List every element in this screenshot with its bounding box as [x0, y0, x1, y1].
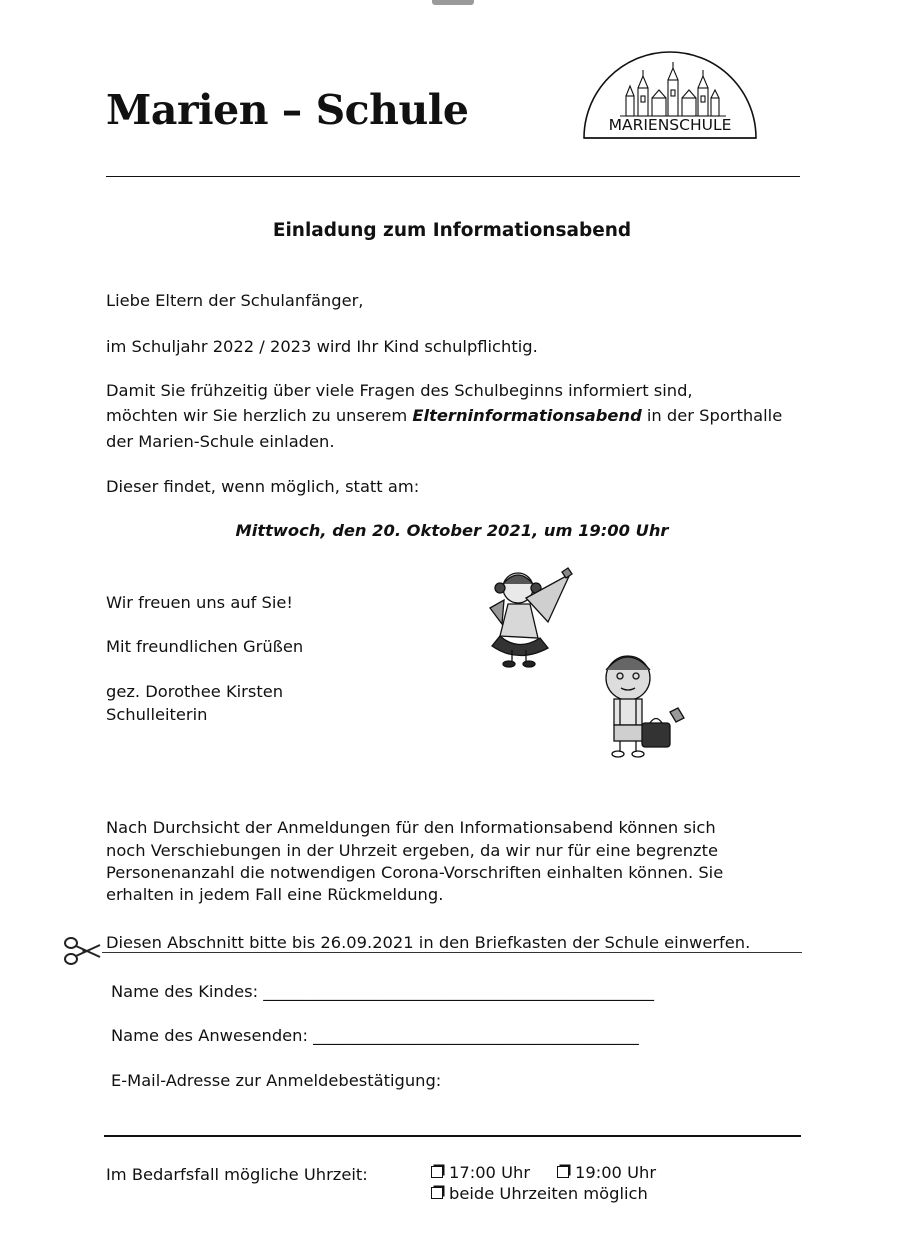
- child-name-field[interactable]: Name des Kindes: ________________________________________________: [111, 982, 654, 1001]
- checkbox-icon[interactable]: [557, 1166, 569, 1178]
- event-date: Mittwoch, den 20. Oktober 2021, um 19:00 Uhr: [235, 521, 669, 540]
- school-title: Marien – Schule: [106, 86, 469, 134]
- page-tab: [432, 0, 474, 5]
- letter-heading: Einladung zum Informationsabend: [272, 220, 632, 241]
- paragraph-line-1: Damit Sie frühzeitig über viele Fragen des Schulbeginns informiert sind,: [106, 381, 693, 400]
- paragraph-line-2: möchten wir Sie herzlich zu unserem Elterninformationsabend in der Sporthalle: [106, 406, 783, 425]
- greeting: Liebe Eltern der Schulanfänger,: [106, 291, 364, 310]
- signature-name: gez. Dorothee Kirsten: [106, 682, 284, 701]
- closing-line-2: Mit freundlichen Grüßen: [106, 637, 304, 656]
- notice-line-2: noch Verschiebungen in der Uhrzeit ergeben, da wir nur für eine begrenzte: [106, 841, 719, 860]
- school-logo: [580, 48, 760, 142]
- cut-instruction: Diesen Abschnitt bitte bis 26.09.2021 in den Briefkasten der Schule einwerfen.: [106, 933, 751, 952]
- date-intro: Dieser findet, wenn möglich, statt am:: [106, 477, 420, 496]
- checkbox-icon[interactable]: [431, 1187, 443, 1199]
- notice-line-4: erhalten in jedem Fall eine Rückmeldung.: [106, 885, 444, 904]
- closing-line-1: Wir freuen uns auf Sie!: [106, 593, 293, 612]
- option-1900[interactable]: 19:00 Uhr: [557, 1162, 656, 1184]
- checkbox-icon[interactable]: [431, 1166, 443, 1178]
- paragraph-line-3: der Marien-Schule einladen.: [106, 432, 335, 451]
- option-both[interactable]: beide Uhrzeiten möglich: [431, 1183, 648, 1205]
- event-name: Elterninformationsabend: [412, 406, 642, 425]
- signature-role: Schulleiterin: [106, 705, 208, 724]
- time-label: Im Bedarfsfall mögliche Uhrzeit:: [106, 1165, 368, 1184]
- email-field[interactable]: E-Mail-Adresse zur Anmeldebestätigung:: [111, 1071, 442, 1090]
- header-rule: [106, 176, 800, 177]
- scissors-icon: [62, 933, 102, 969]
- cut-line: [102, 952, 802, 953]
- intro-text: im Schuljahr 2022 / 2023 wird Ihr Kind schulpflichtig.: [106, 337, 538, 356]
- option-1700[interactable]: 17:00 Uhr: [431, 1162, 530, 1184]
- svg-text:MARIENSCHULE: MARIENSCHULE: [608, 116, 732, 134]
- children-illustration: [478, 566, 698, 761]
- form-rule: [104, 1135, 801, 1137]
- notice-line-1: Nach Durchsicht der Anmeldungen für den Informationsabend können sich: [106, 818, 716, 837]
- notice-line-3: Personenanzahl die notwendigen Corona-Vorschriften einhalten können. Sie: [106, 863, 724, 882]
- attendee-name-field[interactable]: Name des Anwesenden: ________________________________________: [111, 1026, 639, 1045]
